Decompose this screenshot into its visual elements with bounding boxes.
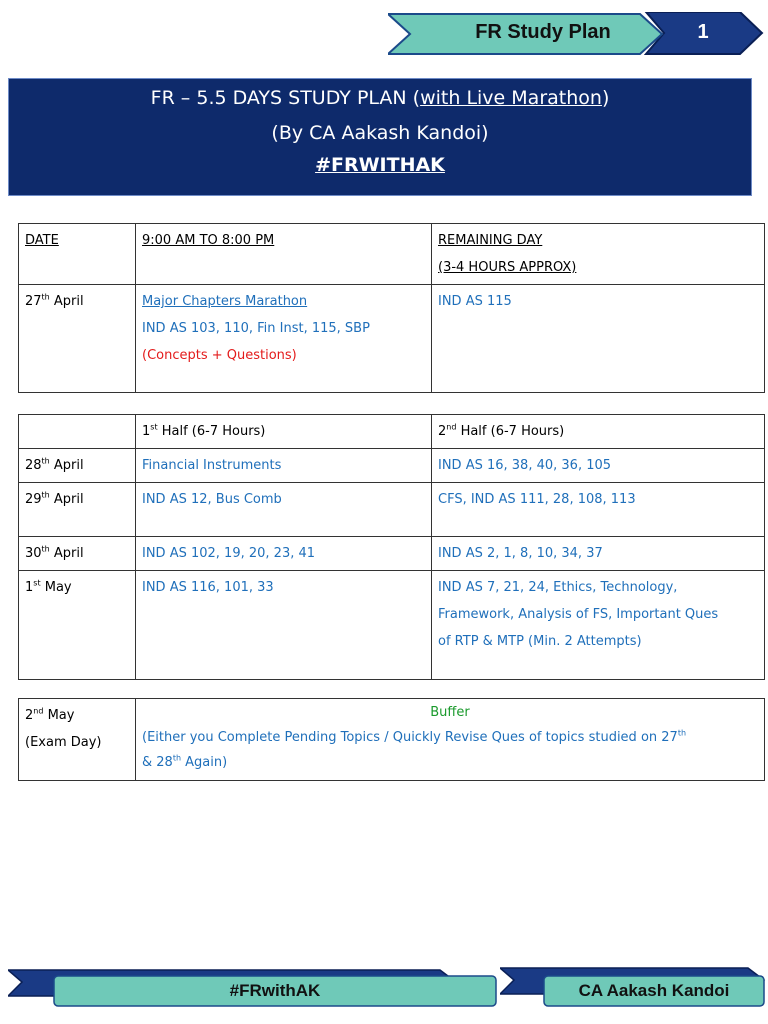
- plan-author: (By CA Aakash Kandoi): [271, 122, 489, 144]
- date-num: 28: [25, 458, 42, 473]
- daily-plan-table: [18, 414, 765, 680]
- date-sup: th: [41, 292, 50, 302]
- buffer-body-line1: [142, 724, 758, 751]
- first-half-sup: st: [150, 422, 158, 432]
- date-rest: April: [49, 458, 84, 473]
- date-cell: [19, 285, 136, 393]
- date-cell: [19, 483, 136, 537]
- date-rest: May: [40, 580, 72, 595]
- second-half-sup: nd: [446, 422, 457, 432]
- title-box: [8, 78, 752, 196]
- date-num: 1: [25, 580, 34, 595]
- marathon-note: (Concepts + Questions): [142, 348, 297, 363]
- date-cell: [19, 449, 136, 483]
- first-half-rest: Half (6-7 Hours): [157, 424, 266, 439]
- page-number: 1: [697, 20, 709, 43]
- date-cell: [19, 537, 136, 571]
- buffer-cell: [136, 699, 765, 781]
- second-half-cell: CFS, IND AS 111, 28, 108, 113: [432, 483, 765, 537]
- table-row: [19, 537, 765, 571]
- date-sup: th: [41, 490, 50, 500]
- buffer-body-post: Again): [181, 755, 228, 770]
- table-row: [19, 483, 765, 537]
- buffer-body-sup2: th: [172, 753, 182, 763]
- date-rest: April: [49, 294, 84, 309]
- buffer-table: [18, 698, 765, 781]
- remaining-cell: IND AS 115: [432, 285, 765, 393]
- header-time-text: 9:00 AM TO 8:00 PM: [142, 233, 275, 248]
- header-remaining-line1: REMAINING DAY: [438, 233, 543, 248]
- buffer-body-line2: [142, 751, 758, 775]
- footer-hashtag-ribbon: [8, 968, 498, 1008]
- buffer-body-text: (Either you Complete Pending Topics / Quickly Revise Ques of topics studied on 27: [142, 730, 678, 745]
- first-half-cell: IND AS 12, Bus Comb: [136, 483, 432, 537]
- first-half-cell: IND AS 116, 101, 33: [136, 571, 432, 680]
- date-rest: April: [49, 546, 84, 561]
- header-time: [136, 224, 432, 285]
- plan-title-suffix: ): [601, 87, 610, 109]
- first-half-cell: IND AS 102, 19, 20, 23, 41: [136, 537, 432, 571]
- date-num: 30: [25, 546, 42, 561]
- footer-author-ribbon: [500, 966, 768, 1008]
- table-row: [19, 571, 765, 680]
- date-rest: May: [43, 708, 75, 723]
- buffer-label: Buffer: [430, 705, 470, 720]
- table-row: [19, 224, 765, 285]
- marathon-table: [18, 223, 765, 393]
- table-row: [19, 699, 765, 781]
- table-row: [19, 449, 765, 483]
- date-cell: [19, 699, 136, 781]
- header-date-text: DATE: [25, 233, 59, 248]
- marathon-title: Major Chapters Marathon: [142, 294, 308, 309]
- date-num: 27: [25, 294, 42, 309]
- footer-author: CA Aakash Kandoi: [578, 981, 730, 1000]
- second-half-rest: Half (6-7 Hours): [456, 424, 565, 439]
- first-half-num: 1: [142, 424, 151, 439]
- date-sup: th: [41, 456, 50, 466]
- header-empty: [19, 415, 136, 449]
- buffer-body-pre: & 28: [142, 755, 173, 770]
- second-half-line: IND AS 7, 21, 24, Ethics, Technology,: [438, 580, 678, 595]
- second-half-cell: [432, 571, 765, 680]
- footer-hashtag: #FRwithAK: [229, 981, 321, 1000]
- header-remaining-line2: (3-4 HOURS APPROX): [438, 260, 577, 275]
- second-half-line: Framework, Analysis of FS, Important Ques: [438, 607, 719, 622]
- buffer-body-sup: th: [677, 728, 687, 738]
- date-sup: nd: [33, 706, 44, 716]
- plan-hashtag: #FRWITHAK: [315, 154, 445, 176]
- date-sup: st: [33, 578, 41, 588]
- second-half-line: of RTP & MTP (Min. 2 Attempts): [438, 634, 642, 649]
- exam-day-label: (Exam Day): [25, 735, 102, 750]
- second-half-cell: IND AS 2, 1, 8, 10, 34, 37: [432, 537, 765, 571]
- date-cell: [19, 571, 136, 680]
- date-num: 29: [25, 492, 42, 507]
- date-sup: th: [41, 544, 50, 554]
- second-half-num: 2: [438, 424, 447, 439]
- table-row: [19, 285, 765, 393]
- header-remaining: [432, 224, 765, 285]
- plan-title: [9, 85, 751, 111]
- marathon-cell: [136, 285, 432, 393]
- header-ribbon: [388, 12, 768, 56]
- plan-title-underlined: with Live Marathon: [420, 87, 602, 109]
- table-row: [19, 415, 765, 449]
- plan-title-prefix: FR – 5.5 DAYS STUDY PLAN (: [150, 87, 421, 109]
- marathon-topics: IND AS 103, 110, Fin Inst, 115, SBP: [142, 321, 370, 336]
- first-half-cell: Financial Instruments: [136, 449, 432, 483]
- header-second-half: [432, 415, 765, 449]
- header-title: FR Study Plan: [475, 20, 611, 43]
- header-first-half: [136, 415, 432, 449]
- date-rest: April: [49, 492, 84, 507]
- second-half-cell: IND AS 16, 38, 40, 36, 105: [432, 449, 765, 483]
- date-num: 2: [25, 708, 34, 723]
- header-date: [19, 224, 136, 285]
